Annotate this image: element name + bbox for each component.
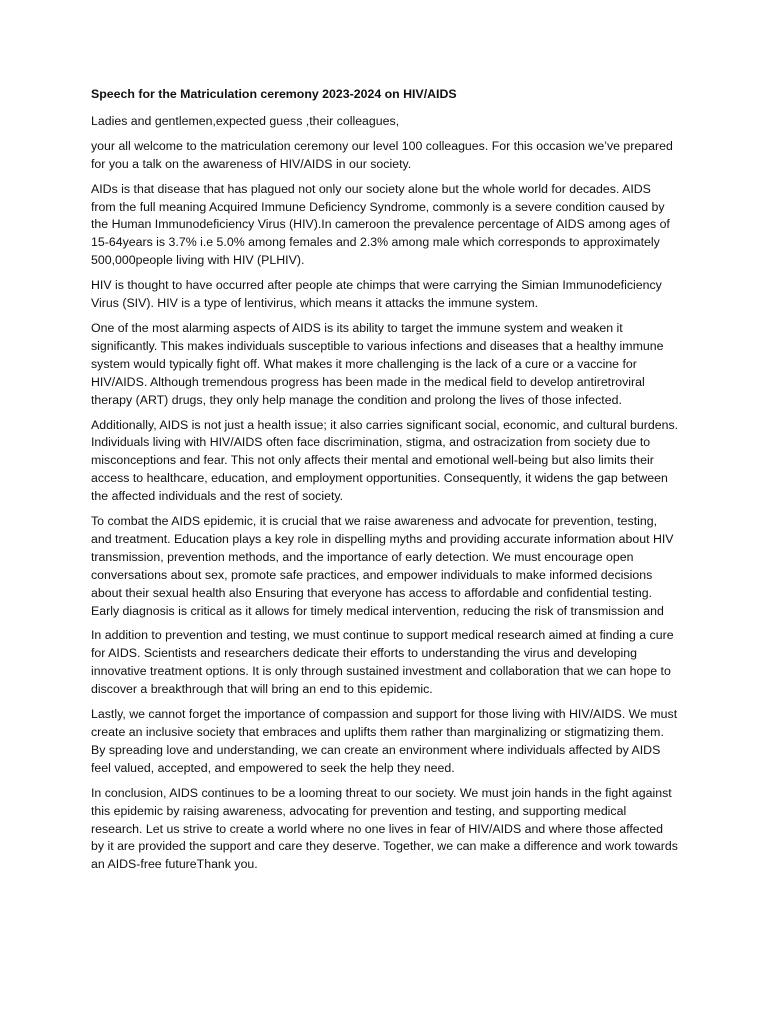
- paragraph-hiv-origin: HIV is thought to have occurred after people ate chimps that were carrying the Simian Immunodeficiency Virus (SIV). HIV is a type of lentivirus, which means it attacks the immune system.: [91, 278, 662, 311]
- paragraph-social-burden: Additionally, AIDS is not just a health issue; it also carries significant social, economic, and cultural burdens. Individuals living with HIV/AIDS often face discrimination, stigma, and ostracization from society due to misconceptions and fear. This not only affects their mental and emotional well-being but also limits their access to healthcare, education, and employment opportunities. Consequently, it widens the gap between the affected individuals and the rest of society.: [91, 417, 679, 504]
- paragraph-compassion: Lastly, we cannot forget the importance of compassion and support for those living with HIV/AIDS. We must create an inclusive society that embraces and uplifts them rather than marginalizing or stigmatizing them. By spreading love and understanding, we can create an environment where individuals affected by AIDS feel valued, accepted, and empowered to seek the help they need.: [91, 707, 678, 775]
- speech-title: Speech for the Matriculation ceremony 2023-2024 on HIV/AIDS: [91, 87, 457, 101]
- paragraph-welcome: your all welcome to the matriculation ceremony our level 100 colleagues. For this occasion we’ve prepared for you a talk on the awareness of HIV/AIDS in our society.: [91, 138, 673, 171]
- paragraph-immune-system: One of the most alarming aspects of AIDS is its ability to target the immune system and weaken it significantly. This makes individuals susceptible to various infections and diseases that a healthy immune system would typically fight off. What makes it more challenging is the lack of a cure or a vaccine for HIV/AIDS. Although tremendous progress has been made in the medical field to develop antiretroviral therapy (ART) drugs, they only help manage the condition and prolong the lives of those infected.: [91, 320, 664, 407]
- paragraph-aids-definition: AIDs is that disease that has plagued not only our society alone but the whole world for decades. AIDS from the full meaning Acquired Immune Deficiency Syndrome, commonly is a severe condition caused by the Human Immunodeficiency Virus (HIV).In cameroon the prevalence percentage of AIDS among ages of 15-64years is 3.7% i.e 5.0% among females and 2.3% among male which corresponds to approximately 500,000people living with HIV (PLHIV).: [91, 181, 670, 268]
- paragraph-research: In addition to prevention and testing, we must continue to support medical research aimed at finding a cure for AIDS. Scientists and researchers dedicate their efforts to understanding the virus and developing innovative treatment options. It is only through sustained investment and collaboration that we can hope to discover a breakthrough that will bring an end to this epidemic.: [91, 628, 674, 697]
- paragraph-conclusion: In conclusion, AIDS continues to be a looming threat to our society. We must join hands in the fight against this epidemic by raising awareness, advocating for prevention and testing, and supporting medical research. Let us strive to create a world where no one lives in fear of HIV/AIDS and where those affected by it are provided the support and care they deserve. Together, we can make a difference and work towards an AIDS-free futureThank you.: [91, 785, 678, 872]
- paragraph-greeting: Ladies and gentlemen,expected guess ,their colleagues,: [91, 113, 400, 128]
- paragraph-prevention: To combat the AIDS epidemic, it is crucial that we raise awareness and advocate for prevention, testing, and treatment. Education plays a key role in dispelling myths and providing accurate information about HIV transmission, prevention methods, and the importance of early detection. We must encourage open conversations about sex, promote safe practices, and empower individuals to make informed decisions about their sexual health also Ensuring that everyone has access to affordable and confidential testing. Early diagnosis is critical as it allows for timely medical intervention, reducing the risk of transmission and: [91, 514, 674, 618]
- document-body: [91, 86, 679, 881]
